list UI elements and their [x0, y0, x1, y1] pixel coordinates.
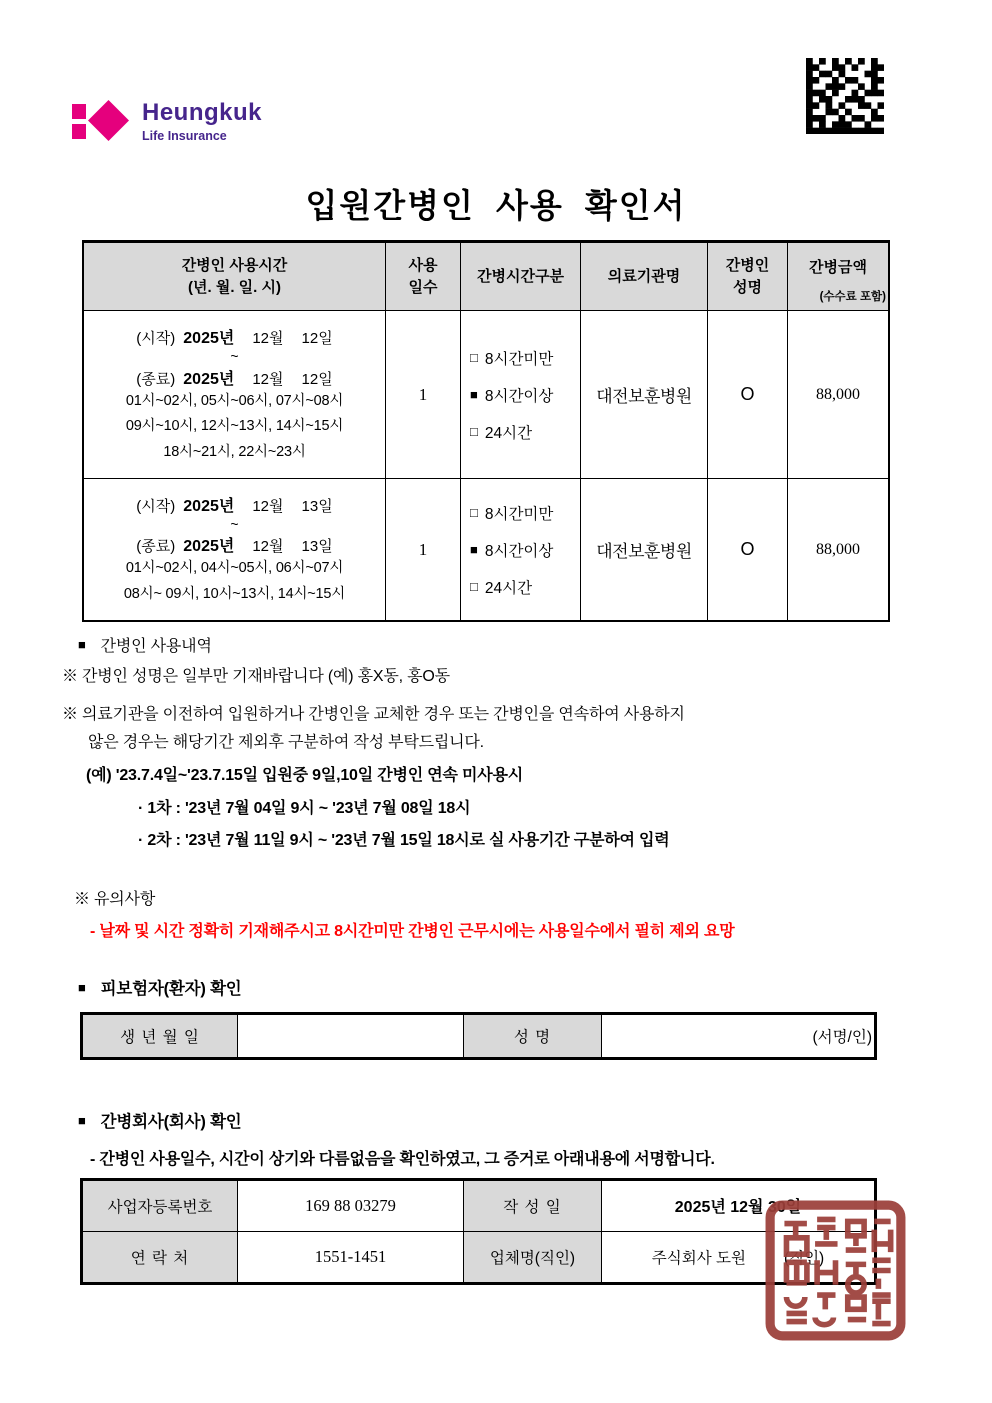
- amount-fee-note: (수수료 포함): [819, 291, 886, 304]
- table-row-2-period: [84, 479, 386, 620]
- checkbox-checked-icon: ■: [470, 542, 478, 557]
- start-month: 12월: [252, 330, 284, 348]
- company-name-label: 업체명(직인): [464, 1232, 602, 1283]
- end-label: (종료): [136, 538, 176, 556]
- end-year: 2025년: [183, 538, 235, 556]
- hours-line: 01시~02시, 04시~05시, 06시~07시: [125, 560, 344, 577]
- col-header-time-category: [461, 243, 581, 311]
- section-company-confirm: [78, 1108, 242, 1132]
- table-row-2-amount: 88,000: [816, 540, 860, 558]
- checkbox-checked-icon: ■: [470, 387, 478, 402]
- business-number-label: 사업자등록번호: [83, 1181, 238, 1232]
- end-day: 13일: [301, 538, 333, 556]
- checkbox-unchecked-icon: □: [470, 424, 478, 439]
- contact-value: 1551-1451: [238, 1232, 464, 1283]
- caution-warning-text: - 날짜 및 시간 정확히 기재해주시고 8시간미만 간병인 근무시에는 사용일수에서 필히 제외 요망: [90, 923, 735, 940]
- col-header-usage-time: [84, 243, 386, 311]
- end-month: 12월: [252, 370, 284, 388]
- end-year: 2025년: [183, 370, 235, 388]
- square-bullet-icon: ■: [78, 979, 86, 995]
- patient-confirm-table: [80, 1012, 877, 1060]
- option-label: 8시간이상: [484, 542, 554, 560]
- birth-date-value: [238, 1015, 464, 1057]
- note-name-partial: ※ 간병인 성명은 일부만 기재바랍니다 (예) 홍X동, 홍O동: [62, 668, 450, 685]
- section-usage-detail: [78, 633, 212, 656]
- table-row-1-days: 1: [386, 311, 461, 479]
- table-row-2-caregiver-name: O: [708, 479, 788, 620]
- tilde: ~: [230, 515, 239, 532]
- note-example-line1: (예) '23.7.4일~'23.7.15일 입원중 9일,10일 간병인 연속 미사용시: [86, 767, 524, 784]
- table-row-2-time-options: [461, 479, 581, 620]
- header-line: 간병금액: [809, 259, 867, 276]
- company-seal-stamp: [764, 1199, 907, 1342]
- section-company-confirm-label: 간병회사(회사) 확인: [100, 1113, 242, 1131]
- table-row-2-hospital: 대전보훈병원: [581, 479, 708, 620]
- note-transfer-line2: 않은 경우는 해당기간 제외후 구분하여 작성 부탁드립니다.: [88, 734, 484, 751]
- start-month: 12월: [252, 497, 284, 515]
- start-year: 2025년: [183, 330, 235, 348]
- col-header-caregiver-name: [708, 243, 788, 311]
- col-header-amount: [788, 243, 888, 311]
- end-month: 12월: [252, 538, 284, 556]
- hours-line: 18시~21시, 22시~23시: [163, 444, 306, 461]
- signature-hint: (서명/인): [812, 1029, 872, 1046]
- caregiver-usage-table: [82, 240, 890, 622]
- square-bullet-icon: ■: [78, 1112, 86, 1128]
- company-name-value: 주식회사 도원: [651, 1249, 746, 1267]
- brand-name: Heungkuk: [142, 99, 263, 126]
- company-confirm-statement: - 간병인 사용일수, 시간이 상기와 다름없음을 확인하였고, 그 증거로 아래내용에 서명합니다.: [90, 1151, 715, 1168]
- heungkuk-logo: [72, 100, 262, 143]
- table-row-1-time-options: [461, 311, 581, 479]
- checkbox-unchecked-icon: □: [470, 505, 478, 520]
- seal-hint: (직인): [783, 1249, 825, 1267]
- caution-title: ※ 유의사항: [74, 891, 156, 908]
- start-label: (시작): [136, 497, 176, 515]
- start-day: 13일: [301, 497, 333, 515]
- start-day: 12일: [301, 330, 333, 348]
- heungkuk-logo-icon: [72, 100, 134, 142]
- end-label: (종료): [136, 370, 176, 388]
- hours-line: 09시~10시, 12시~13시, 14시~15시: [125, 418, 344, 435]
- brand-subtitle: Life Insurance: [142, 129, 227, 143]
- birth-date-label: 생 년 월 일: [83, 1015, 238, 1057]
- table-row-2-days: 1: [386, 479, 461, 620]
- contact-label: 연 락 처: [83, 1232, 238, 1283]
- section-usage-detail-label: 간병인 사용내역: [100, 638, 212, 655]
- table-row-1-caregiver-name: O: [708, 311, 788, 479]
- header-line: 일수: [408, 278, 438, 296]
- header-line: 간병인 사용시간: [181, 256, 288, 274]
- datamatrix-barcode-wrap: [806, 58, 884, 134]
- business-number-value: 169 88 03279: [238, 1181, 464, 1232]
- header-line: 의료기관명: [607, 267, 681, 285]
- hours-line: 01시~02시, 05시~06시, 07시~08시: [125, 392, 344, 409]
- page-title: 입원간병인 사용 확인서: [305, 187, 687, 224]
- checkbox-unchecked-icon: □: [470, 350, 478, 365]
- header-line: 간병시간구분: [477, 267, 564, 285]
- note-transfer-line1: ※ 의료기관을 이전하여 입원하거나 간병인을 교체한 경우 또는 간병인을 연속하여 사용하지: [62, 706, 685, 723]
- option-label: 8시간미만: [484, 505, 554, 523]
- header-line: 성명: [733, 278, 762, 296]
- checkbox-unchecked-icon: □: [470, 579, 478, 594]
- note-example-line2: · 1차 : '23년 7월 04일 9시 ~ '23년 7월 08일 18시: [138, 800, 471, 817]
- datamatrix-barcode: [806, 58, 884, 134]
- option-label: 24시간: [484, 424, 533, 442]
- header-line: 사용: [408, 256, 438, 274]
- table-row-1-period: [84, 311, 386, 479]
- option-label: 24시간: [484, 579, 533, 597]
- option-label: 8시간미만: [484, 350, 554, 368]
- hours-line: 08시~ 09시, 10시~13시, 14시~15시: [123, 586, 346, 603]
- col-header-hospital: [581, 243, 708, 311]
- table-row-1-amount: 88,000: [788, 311, 888, 479]
- end-day: 12일: [301, 370, 333, 388]
- start-year: 2025년: [183, 497, 235, 515]
- written-date-label: 작 성 일: [464, 1181, 602, 1232]
- patient-name-label: 성 명: [464, 1015, 602, 1057]
- header-line: 간병인: [725, 256, 770, 274]
- table-row-1-hospital: 대전보훈병원: [581, 311, 708, 479]
- option-label: 8시간이상: [484, 387, 554, 405]
- header-line: (년. 월. 일. 시): [188, 278, 281, 296]
- start-label: (시작): [136, 330, 176, 348]
- section-patient-confirm: [78, 975, 242, 999]
- square-bullet-icon: ■: [78, 637, 86, 652]
- company-confirm-table: [80, 1178, 877, 1285]
- written-date-value: 2025년 12월 30일: [602, 1181, 874, 1232]
- note-example-line3: · 2차 : '23년 7월 11일 9시 ~ '23년 7월 15일 18시로 실 사용기간 구분하여 입력: [138, 832, 670, 849]
- col-header-days: [386, 243, 461, 311]
- section-patient-confirm-label: 피보험자(환자) 확인: [100, 980, 242, 998]
- tilde: ~: [230, 348, 239, 365]
